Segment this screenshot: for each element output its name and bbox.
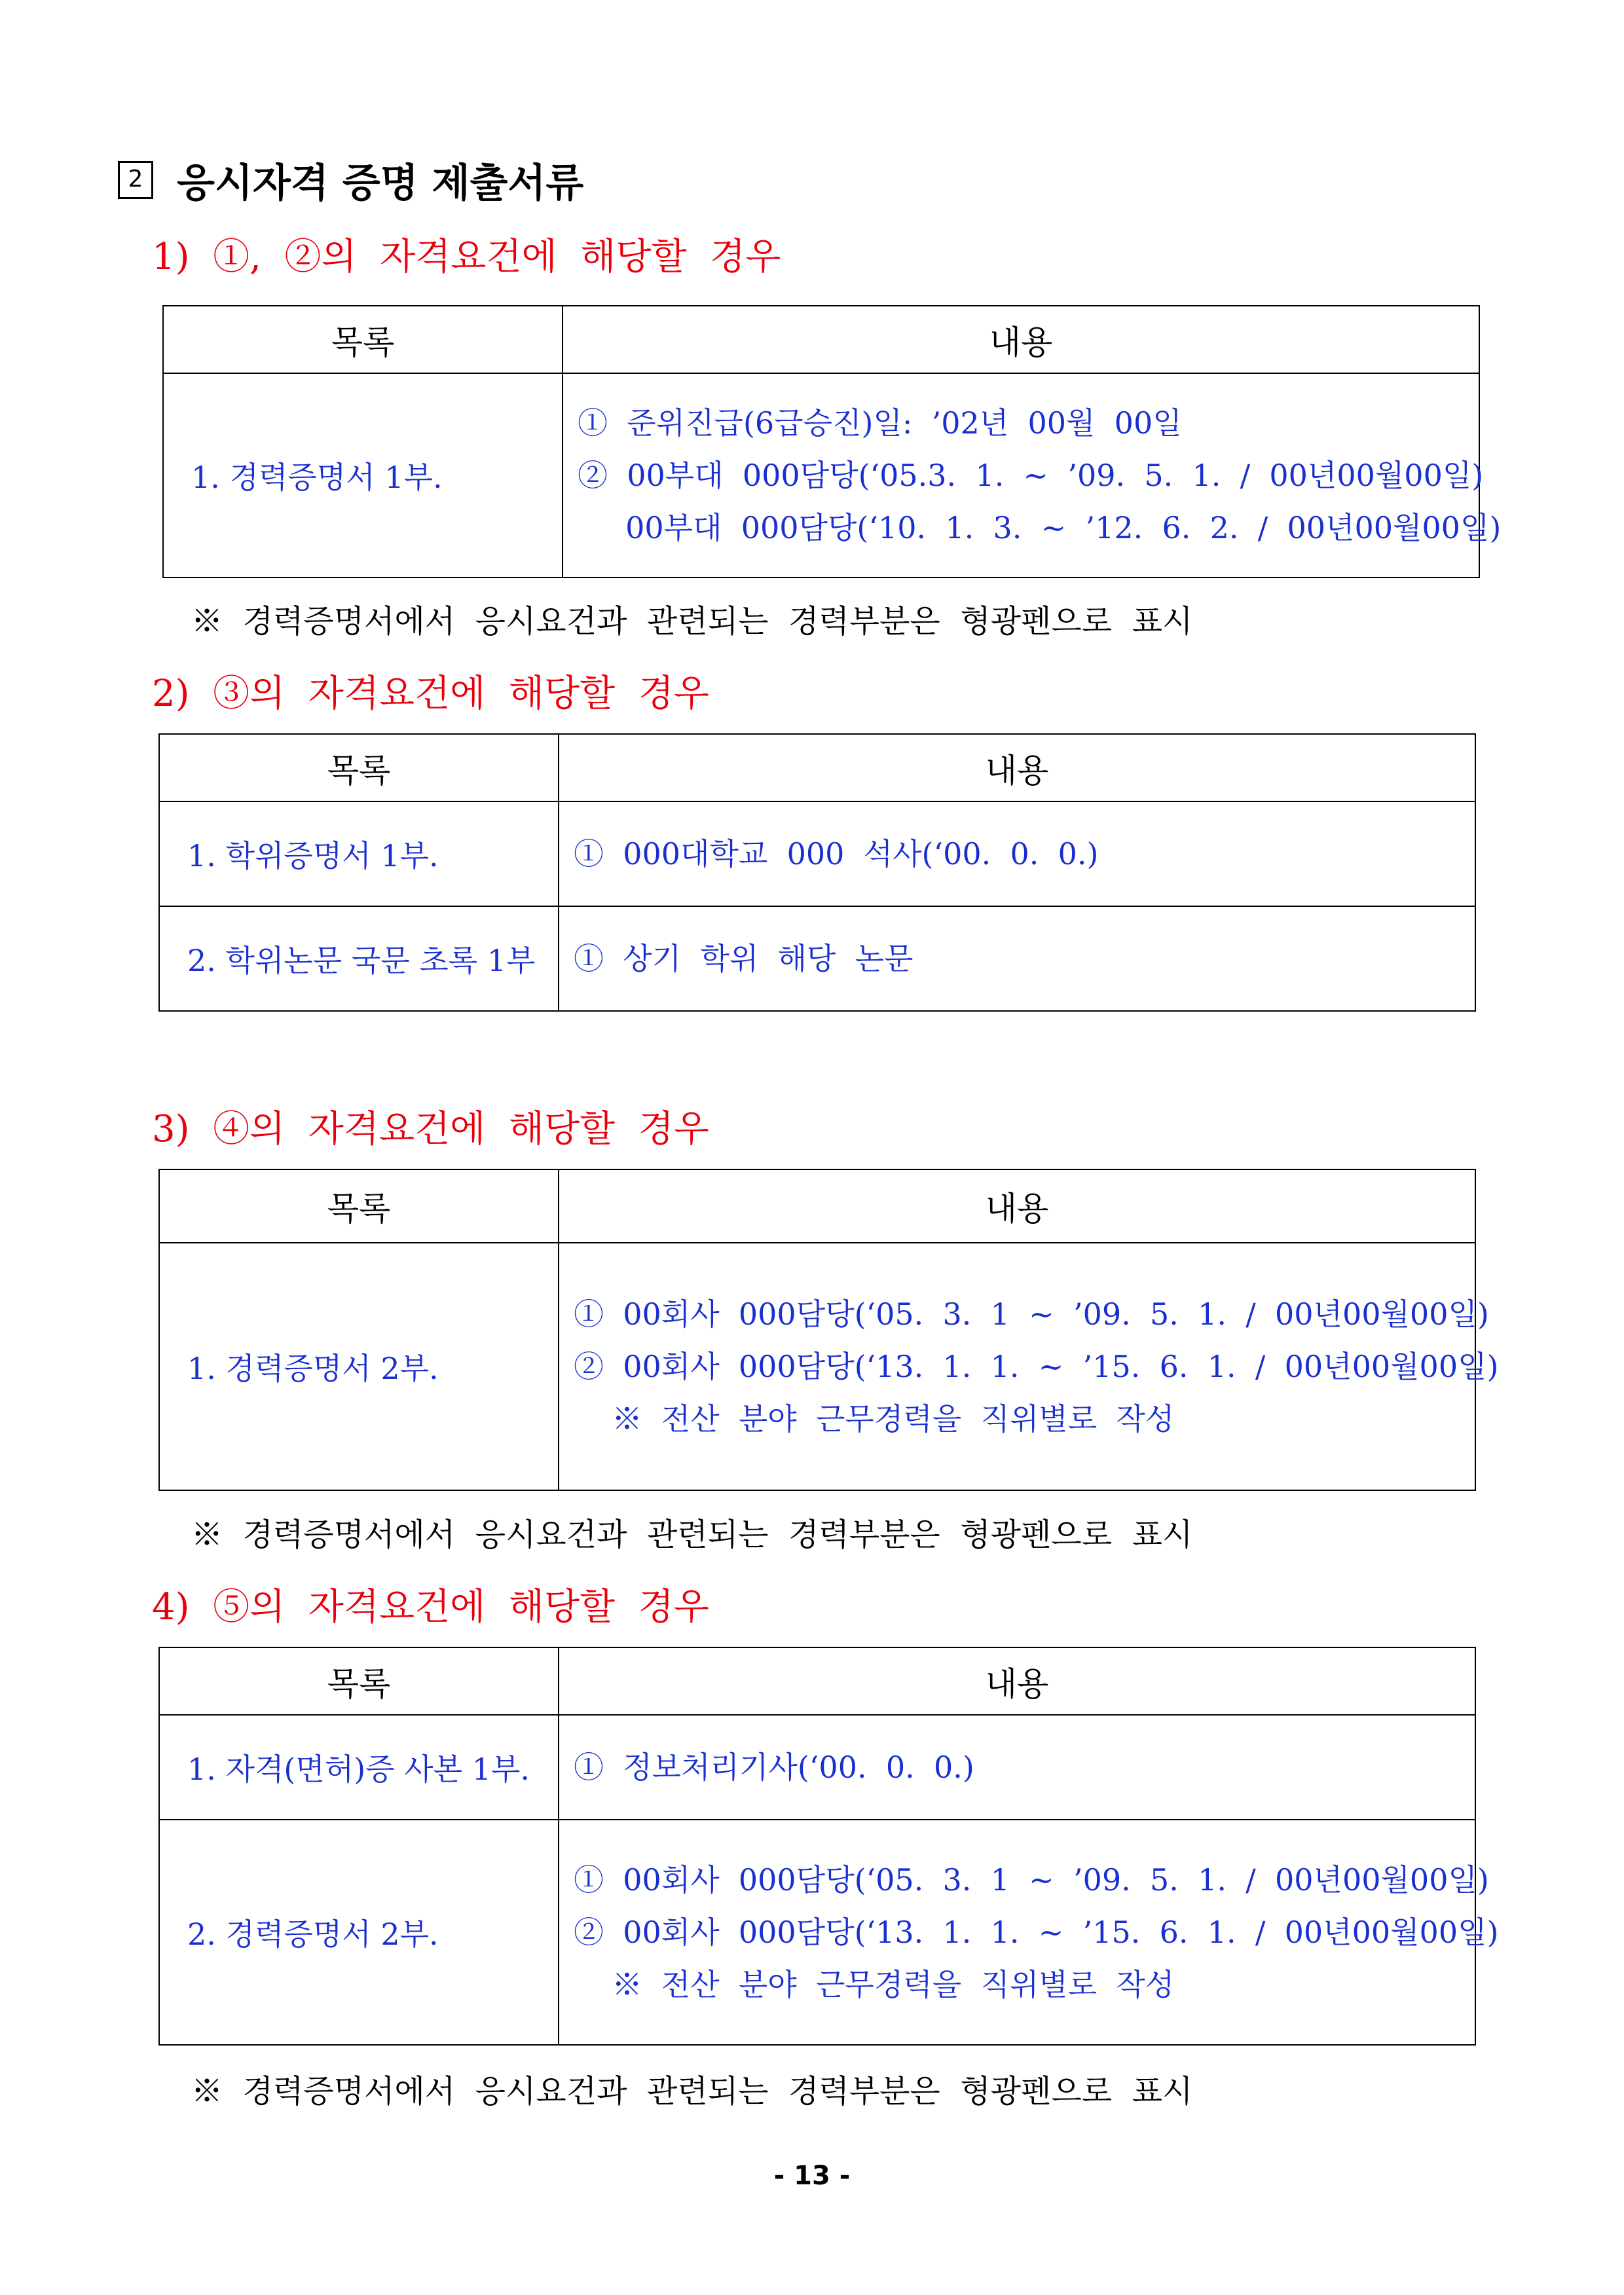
row-content: [559, 1820, 1499, 2045]
column-header-list: 목록: [159, 1169, 559, 1243]
page-heading-title: 응시자격 증명 제출서류: [177, 160, 584, 206]
page-heading: [118, 152, 583, 208]
section-3-table: [158, 1169, 1499, 1491]
row-item: 1. 자격(면허)증 사본 1부.: [159, 1715, 559, 1820]
content-line: ① 정보처리기사(‘00. 0. 0.): [574, 1750, 974, 1785]
column-header-list: 목록: [159, 1647, 559, 1715]
content-line: ① 000대학교 000 석사(‘00. 0. 0.): [574, 836, 1099, 872]
section-3-note: ※ 경력증명서에서 응시요건과 관련되는 경력부분은 형광펜으로 표시: [191, 1516, 1193, 1553]
page-number: - 13 -: [773, 2161, 851, 2191]
table-row: [159, 801, 1475, 906]
column-header-list: 목록: [163, 306, 563, 373]
table-row: [159, 1715, 1475, 1820]
column-header-content: 내용: [559, 1169, 1475, 1243]
table-row: [159, 1243, 1475, 1490]
content-line: ② 00부대 000담당(‘05.3. 1. ~ ’09. 5. 1. / 00년00월00일): [578, 458, 1484, 493]
row-content: [563, 373, 1502, 578]
content-line: ※ 전산 분야 근무경력을 직위별로 작성: [574, 1967, 1175, 2002]
content-line: ② 00회사 000담당(‘13. 1. 1. ~ ’15. 6. 1. / 00년00월00일): [574, 1349, 1499, 1384]
content-line: 00부대 000담당(‘10. 1. 3. ~ ’12. 6. 2. / 00년00월00일): [578, 510, 1502, 545]
table-row: [159, 1820, 1475, 2045]
column-header-content: 내용: [559, 1647, 1475, 1715]
content-line: ① 00회사 000담당(‘05. 3. 1 ~ ’09. 5. 1. / 00년00월00일): [574, 1862, 1489, 1898]
content-line: ※ 전산 분야 근무경력을 직위별로 작성: [574, 1401, 1175, 1437]
row-content: [559, 906, 1475, 1011]
table-row: [163, 373, 1479, 578]
column-header-content: 내용: [563, 306, 1479, 373]
row-item: 1. 경력증명서 1부.: [163, 373, 563, 578]
row-content: [559, 1243, 1499, 1490]
column-header-content: 내용: [559, 734, 1475, 801]
table-row: [159, 906, 1475, 1011]
content-line: ② 00회사 000담당(‘13. 1. 1. ~ ’15. 6. 1. / 00년00월00일): [574, 1915, 1499, 1950]
section-4-table: [158, 1647, 1499, 2046]
column-header-list: 목록: [159, 734, 559, 801]
section-1-title: 1) ①, ②의 자격요건에 해당할 경우: [152, 236, 781, 278]
section-4-note: ※ 경력증명서에서 응시요건과 관련되는 경력부분은 형광펜으로 표시: [191, 2073, 1193, 2110]
content-line: ① 준위진급(6급승진)일: ’02년 00월 00일: [578, 405, 1182, 441]
section-1-note: ※ 경력증명서에서 응시요건과 관련되는 경력부분은 형광펜으로 표시: [191, 603, 1193, 640]
row-content: [559, 801, 1475, 906]
row-item: 2. 경력증명서 2부.: [159, 1820, 559, 2045]
section-number-box: 2: [118, 161, 153, 199]
section-4-title: 4) ⑤의 자격요건에 해당할 경우: [152, 1586, 709, 1628]
section-3-title: 3) ④의 자격요건에 해당할 경우: [152, 1108, 709, 1150]
row-item: 2. 학위논문 국문 초록 1부: [159, 906, 559, 1011]
row-content: [559, 1715, 1475, 1820]
section-2-table: [158, 733, 1476, 1012]
section-2-title: 2) ③의 자격요건에 해당할 경우: [152, 672, 709, 715]
section-1-table: [162, 305, 1502, 578]
content-line: ① 상기 학위 해당 논문: [574, 941, 913, 976]
row-item: 1. 학위증명서 1부.: [159, 801, 559, 906]
row-item: 1. 경력증명서 2부.: [159, 1243, 559, 1490]
content-line: ① 00회사 000담당(‘05. 3. 1 ~ ’09. 5. 1. / 00년00월00일): [574, 1296, 1489, 1332]
